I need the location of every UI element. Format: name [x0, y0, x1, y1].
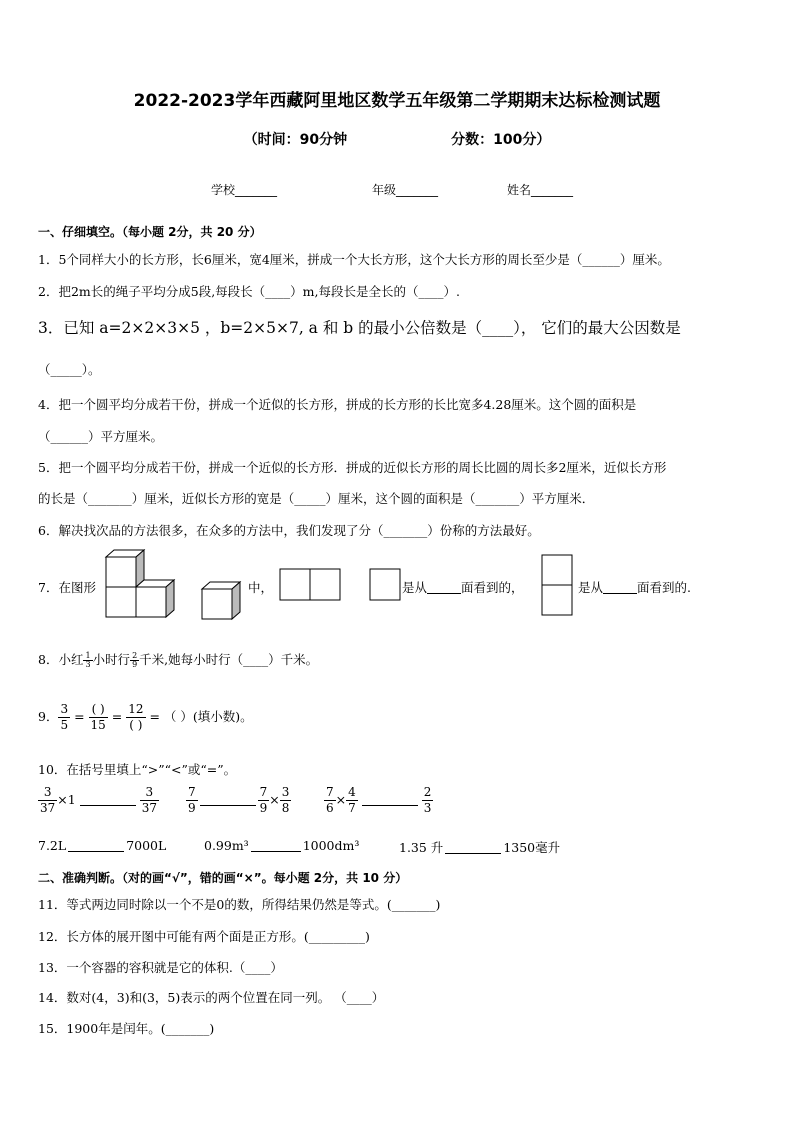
q10-blank-5[interactable]	[251, 839, 301, 852]
question-10: 10．在括号里填上“>”“<”或“=”。	[38, 762, 237, 777]
question-13: 13．一个容器的容积就是它的体积.（____）	[38, 960, 283, 975]
q7-seen-label-2: 面看到的.	[637, 580, 691, 595]
q8-text-c: 千米,她每小时行（____）千米。	[139, 652, 319, 667]
q9-fraction-1: $\frac{3}{5}$	[60, 702, 69, 732]
q10-row2-item1: 7.2L 7000L	[38, 838, 167, 853]
question-4-line-1: 4．把一个圆平均分成若干份，拼成一个近似的长方形，拼成的长方形的长比宽多4.28厘米。这个圆的面积是	[38, 397, 637, 412]
q10-blank-4[interactable]	[68, 839, 124, 852]
question-14: 14．数对(4，3)和(3，5)表示的两个位置在同一列。 （____）	[38, 990, 385, 1005]
q10-row2-item3: 1.35 升 1350毫升	[399, 840, 561, 855]
question-3-line-1: 3．已知 a=2×2×3×5 ，b=2×5×7, a 和 b 的最小公倍数是（____）， 它们的最大公因数是	[38, 319, 681, 337]
q8-fraction-1: $\frac{1}{3}$	[85, 651, 91, 669]
question-3-line-2: （_____）。	[38, 362, 101, 377]
question-7-mid: 中，	[248, 580, 274, 595]
page-title: 2022-2023学年西藏阿里地区数学五年级第二学期期末达标检测试题	[133, 91, 661, 111]
question-7-prefix: 7．在图形	[38, 580, 96, 595]
question-8	[38, 650, 318, 669]
question-5-line-2: 的长是（_______）厘米，近似长方形的宽是（_____）厘米，这个圆的面积是（_______）平方厘米．	[38, 491, 595, 506]
view-two-squares	[279, 568, 343, 602]
q10-blank-1[interactable]	[80, 793, 136, 806]
q8-text-a: 8．小红	[38, 652, 84, 667]
school-field[interactable]: 学校_______	[211, 183, 278, 197]
view-stacked-squares	[541, 554, 575, 618]
question-6: 6．解决找次品的方法很多，在众多的方法中，我们发现了分（_______）份称的方法最好。	[38, 523, 540, 538]
q7-blank-1[interactable]	[427, 581, 461, 594]
grade-field[interactable]: 年级_______	[372, 183, 439, 197]
question-7-answer-2	[578, 578, 691, 596]
cube-stack-figure	[104, 549, 184, 621]
q8-fraction-2: $\frac{2}{9}$	[132, 651, 138, 669]
time-label: （时间：90分钟	[243, 132, 348, 148]
q7-blank-2[interactable]	[603, 581, 637, 594]
view-one-square	[369, 568, 403, 602]
q10-row1-item3: $\frac{7}{6}$ × $\frac{4}{7}$ $\frac{2}{3}$	[326, 785, 432, 815]
question-1: 1．5个同样大小的长方形，长6厘米，宽4厘米，拼成一个大长方形，这个大长方形的周长至少是（______）厘米。	[38, 252, 670, 267]
q10-blank-3[interactable]	[362, 793, 418, 806]
question-15: 15．1900年是闰年。(_______)	[38, 1021, 215, 1036]
q7-from-label-1: 是从	[402, 580, 428, 595]
name-field[interactable]: 姓名_______	[507, 183, 574, 197]
q9-fraction-3[interactable]: $\frac{12}{( )}$	[128, 702, 144, 732]
question-9: 9． $\frac{3}{5}$ = $\frac{( )}{15}$ = $\frac{12}{( )}$ = （ ）(填小数)。	[38, 702, 253, 732]
question-5-line-1: 5．把一个圆平均分成若干份，拼成一个近似的长方形．拼成的近似长方形的周长比圆的周长多2厘米，近似长方形	[38, 460, 667, 475]
question-4-line-2: （______）平方厘米。	[38, 429, 164, 444]
q7-seen-label-1: 面看到的，	[461, 580, 524, 595]
q10-row1-item1: $\frac{3}{37}$ ×1 $\frac{3}{37}$	[40, 785, 157, 815]
q10-row2-item2: 0.99m³ 1000dm³	[204, 838, 360, 853]
q9-tail: = （ ）(填小数)。	[149, 709, 253, 724]
single-cube-figure	[200, 579, 246, 621]
exam-meta	[0, 129, 794, 149]
q9-number: 9．	[38, 709, 59, 724]
q10-blank-2[interactable]	[200, 793, 256, 806]
q7-from-label-2: 是从	[578, 580, 604, 595]
section-2-heading: 二、准确判断。（对的画“√”，错的画“×”。每小题 2分，共 10 分）	[38, 871, 408, 885]
score-label: 分数：100分）	[451, 132, 551, 148]
question-12: 12．长方体的展开图中可能有两个面是正方形。(_________)	[38, 929, 370, 944]
question-2: 2．把2m长的绳子平均分成5段,每段长（____）m,每段长是全长的（____）.	[38, 284, 460, 299]
q8-text-b: 小时行	[92, 652, 131, 667]
question-11: 11．等式两边同时除以一个不是0的数，所得结果仍然是等式。(_______)	[38, 897, 441, 912]
q10-blank-6[interactable]	[445, 841, 501, 854]
q9-fraction-2[interactable]: $\frac{( )}{15}$	[90, 702, 106, 732]
q10-row1-item2: $\frac{7}{9}$ $\frac{7}{9}$ × $\frac{3}{8}$	[188, 785, 290, 815]
question-7-answer-1	[402, 578, 524, 596]
section-1-heading: 一、仔细填空。（每小题 2分，共 20 分）	[38, 225, 262, 239]
